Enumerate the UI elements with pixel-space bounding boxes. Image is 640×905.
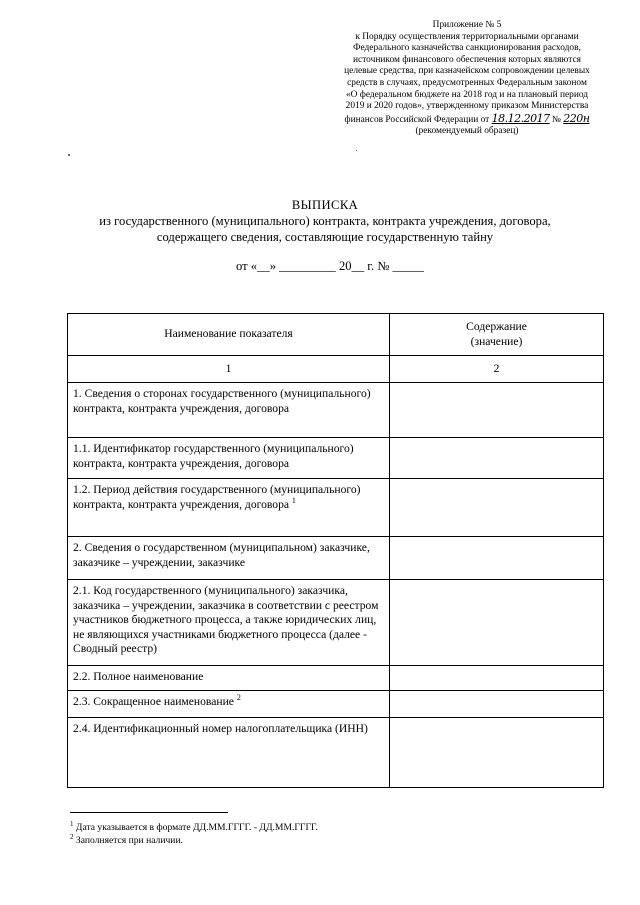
table-row	[68, 479, 604, 537]
annex-order-no-label: №	[551, 114, 561, 125]
annex-line: «О федеральном бюджете на 2018 год и на плановый период	[345, 89, 589, 100]
row-value-cell[interactable]	[390, 691, 604, 718]
handwritten-order-number: 220н	[563, 111, 590, 125]
annex-line: средств в случаях, предусмотренных Федеральным законом	[347, 77, 587, 88]
annex-line: источником финансового обеспечения которых являются	[353, 54, 581, 65]
column-number-2: 2	[390, 356, 604, 383]
row-label: 1. Сведения о сторонах государственного (муниципального) контракта, контракта учреждения, договора	[68, 383, 390, 438]
row-label	[68, 691, 390, 718]
annex-line: Федерального казначейства санкционирования расходов,	[353, 43, 581, 54]
data-table	[67, 313, 604, 788]
annex-header	[326, 20, 608, 138]
footnote-mark: 1	[70, 819, 74, 828]
annex-line: целевые средства, при казначейском сопровождении целевых	[344, 66, 590, 77]
row-value-cell[interactable]	[390, 383, 604, 438]
annex-order-line	[326, 113, 608, 127]
scan-speck	[68, 154, 70, 156]
document-subtitle-line1: из государственного (муниципального) контракта, контракта учреждения, договора,	[99, 214, 551, 228]
row-label-text: 1.2. Период действия государственного (муниципального) контракта, контракта учреждения, договора	[73, 483, 361, 511]
annex-line: Приложение № 5	[432, 20, 502, 30]
footnote-ref: 2	[236, 693, 241, 703]
document-title: ВЫПИСКА	[291, 198, 359, 212]
table-row	[68, 383, 604, 438]
column-number-row	[68, 356, 604, 383]
footnote-ref: 1	[291, 495, 296, 505]
column-number-1: 1	[68, 356, 390, 383]
annex-line: 2019 и 2020 годов», утвержденному приказом Министерства	[345, 101, 589, 112]
row-label: 1.1. Идентификатор государственного (муниципального) контракта, контракта учреждения, договора	[68, 438, 390, 479]
row-value-cell[interactable]	[390, 537, 604, 580]
handwritten-order-date: 18.12.2017	[491, 111, 550, 125]
header-content-line1: Содержание	[466, 319, 527, 333]
row-label: 2.2. Полное наименование	[68, 666, 390, 691]
table-header-row	[68, 314, 604, 356]
row-label-text: 2.3. Сокращенное наименование	[73, 695, 234, 708]
table-row	[68, 666, 604, 691]
header-content-value	[390, 314, 604, 356]
footnote-text: Заполняется при наличии.	[75, 835, 183, 846]
row-value-cell[interactable]	[390, 479, 604, 537]
row-label: 2. Сведения о государственном (муниципальном) заказчике, заказчике – учреждении, заказчике	[68, 537, 390, 580]
header-indicator-name: Наименование показателя	[68, 314, 390, 356]
table-row	[68, 438, 604, 479]
annex-order-prefix: финансов Российской Федерации от	[344, 114, 490, 125]
footnote-2	[70, 832, 183, 847]
table-row	[68, 718, 604, 788]
scan-speck	[356, 150, 357, 151]
annex-sample-note: (рекомендуемый образец)	[415, 126, 519, 137]
table-row	[68, 537, 604, 580]
table-row	[68, 580, 604, 666]
footnote-text: Дата указывается в формате ДД.ММ.ГГГГ. - ДД.ММ.ГГГГ.	[75, 822, 318, 833]
footnote-mark: 2	[70, 832, 74, 841]
row-value-cell[interactable]	[390, 438, 604, 479]
row-value-cell[interactable]	[390, 718, 604, 788]
row-label: 2.1. Код государственного (муниципального) заказчика, заказчика – учреждении, заказчика в соответствии с реестром участников бюджетного процесса, а также юридических лиц, не являющихся участниками бюджетного процесса (далее - Сводный реестр)	[68, 580, 390, 666]
row-value-cell[interactable]	[390, 580, 604, 666]
footnote-1	[70, 819, 318, 834]
document-subtitle-line2: содержащего сведения, составляющие государственную тайну	[156, 230, 494, 244]
date-number-line: от «__» _________ 20__ г. № _____	[236, 259, 424, 273]
row-label: 2.4. Идентификационный номер налогоплательщика (ИНН)	[68, 718, 390, 788]
row-label	[68, 479, 390, 537]
row-value-cell[interactable]	[390, 666, 604, 691]
footnote-divider	[70, 812, 228, 813]
table-row	[68, 691, 604, 718]
annex-line: к Порядку осуществления территориальными органами	[355, 31, 579, 42]
header-content-line2: (значение)	[470, 334, 523, 348]
